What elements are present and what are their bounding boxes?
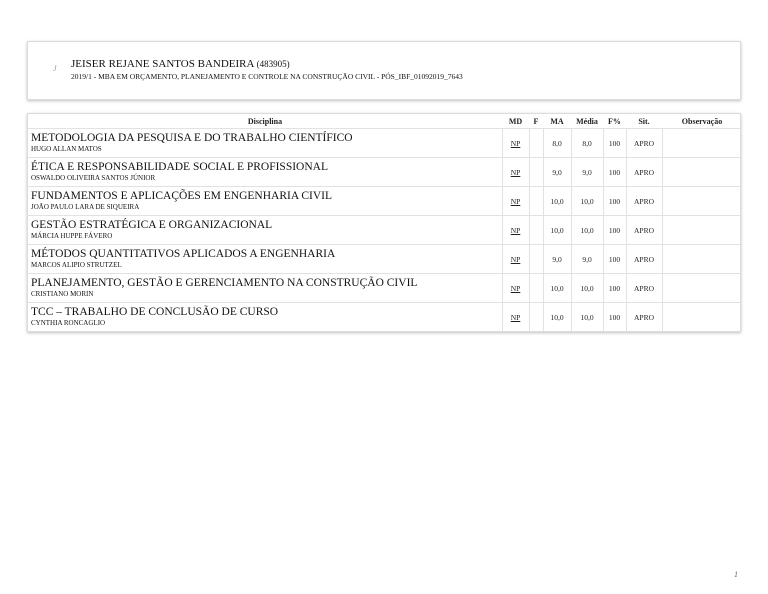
- fpct-cell: 100: [603, 303, 626, 332]
- discipline-cell: [28, 274, 502, 303]
- ma-cell: 8,0: [543, 129, 571, 158]
- sit-cell: APRO: [626, 158, 662, 187]
- professor-name: JOÃO PAULO LARA DE SIQUEIRA: [31, 203, 140, 211]
- obs-cell: [662, 245, 742, 274]
- sit-cell: APRO: [626, 245, 662, 274]
- media-cell: 8,0: [571, 129, 603, 158]
- md-link[interactable]: NP: [510, 254, 521, 264]
- table-row: [28, 245, 742, 274]
- student-name: JEISER REJANE SANTOS BANDEIRA: [71, 58, 254, 70]
- column-header-ma: MA: [550, 116, 564, 126]
- ma-cell: 9,0: [543, 158, 571, 187]
- ma-cell: 10,0: [543, 303, 571, 332]
- md-cell: [502, 216, 529, 245]
- fpct-cell: 100: [603, 187, 626, 216]
- media-cell: 9,0: [571, 245, 603, 274]
- discipline-cell: [28, 245, 502, 274]
- sit-cell: APRO: [626, 216, 662, 245]
- course-title: 2019/1 - MBA EM ORÇAMENTO, PLANEJAMENTO E CONTROLE NA CONSTRUÇÃO CIVIL - PÓS_IBF_01092019_7643: [71, 72, 463, 81]
- md-cell: [502, 158, 529, 187]
- obs-cell: [662, 158, 742, 187]
- discipline-name: PLANEJAMENTO, GESTÃO E GERENCIAMENTO NA CONSTRUÇÃO CIVIL: [31, 277, 418, 289]
- professor-name: MARCOS ALIPIO STRUTZEL: [31, 261, 122, 269]
- md-link[interactable]: NP: [510, 196, 521, 206]
- column-header-observacao: Observação: [681, 116, 723, 126]
- page-number: 1: [734, 570, 738, 579]
- ma-cell: 10,0: [543, 187, 571, 216]
- media-cell: 9,0: [571, 158, 603, 187]
- sit-cell: APRO: [626, 274, 662, 303]
- obs-cell: [662, 303, 742, 332]
- fpct-cell: 100: [603, 158, 626, 187]
- table-row: [28, 187, 742, 216]
- column-header-media: Média: [576, 116, 598, 126]
- student-info: [71, 58, 290, 70]
- ma-cell: 10,0: [543, 274, 571, 303]
- md-link[interactable]: NP: [510, 138, 521, 148]
- professor-name: HUGO ALLAN MATOS: [31, 145, 102, 153]
- f-cell: [529, 129, 543, 158]
- discipline-name: TCC – TRABALHO DE CONCLUSÃO DE CURSO: [31, 306, 279, 318]
- sit-cell: APRO: [626, 187, 662, 216]
- column-header-disciplina: Disciplina: [247, 116, 283, 126]
- discipline-name: FUNDAMENTOS E APLICAÇÕES EM ENGENHARIA CIVIL: [31, 190, 333, 202]
- md-cell: [502, 129, 529, 158]
- md-link[interactable]: NP: [510, 167, 521, 177]
- f-cell: [529, 303, 543, 332]
- table-header-row: [28, 114, 742, 129]
- md-cell: [502, 187, 529, 216]
- f-cell: [529, 216, 543, 245]
- discipline-cell: [28, 303, 502, 332]
- student-code: (483905): [256, 59, 290, 69]
- media-cell: 10,0: [571, 216, 603, 245]
- column-header-f: F: [533, 116, 539, 126]
- table-row: [28, 274, 742, 303]
- obs-cell: [662, 187, 742, 216]
- discipline-cell: [28, 129, 502, 158]
- table-row: [28, 303, 742, 332]
- student-header-card: [27, 41, 741, 100]
- ma-cell: 10,0: [543, 216, 571, 245]
- discipline-cell: [28, 187, 502, 216]
- discipline-cell: [28, 216, 502, 245]
- discipline-name: METODOLOGIA DA PESQUISA E DO TRABALHO CIENTÍFICO: [31, 132, 353, 144]
- professor-name: MÁRCIA HUPPE FÁVERO: [31, 232, 113, 240]
- f-cell: [529, 187, 543, 216]
- f-cell: [529, 158, 543, 187]
- md-cell: [502, 245, 529, 274]
- md-link[interactable]: NP: [510, 312, 521, 322]
- obs-cell: [662, 274, 742, 303]
- column-header-sit: Sit.: [638, 116, 650, 126]
- fpct-cell: 100: [603, 245, 626, 274]
- professor-name: CYNTHIA RONCAGLIO: [31, 319, 106, 327]
- ma-cell: 9,0: [543, 245, 571, 274]
- discipline-name: ÉTICA E RESPONSABILIDADE SOCIAL E PROFISSIONAL: [31, 161, 328, 173]
- media-cell: 10,0: [571, 187, 603, 216]
- grades-table: [28, 114, 742, 331]
- obs-cell: [662, 129, 742, 158]
- fpct-cell: 100: [603, 129, 626, 158]
- professor-name: OSWALDO OLIVEIRA SANTOS JÚNIOR: [31, 174, 156, 182]
- column-header-md: MD: [508, 116, 523, 126]
- sit-cell: APRO: [626, 129, 662, 158]
- sit-cell: APRO: [626, 303, 662, 332]
- table-row: [28, 129, 742, 158]
- media-cell: 10,0: [571, 303, 603, 332]
- media-cell: 10,0: [571, 274, 603, 303]
- md-cell: [502, 303, 529, 332]
- professor-name: CRISTIANO MORIN: [31, 290, 94, 298]
- fpct-cell: 100: [603, 274, 626, 303]
- discipline-cell: [28, 158, 502, 187]
- table-row: [28, 216, 742, 245]
- md-cell: [502, 274, 529, 303]
- discipline-name: MÉTODOS QUANTITATIVOS APLICADOS A ENGENHARIA: [31, 248, 336, 260]
- discipline-name: GESTÃO ESTRATÉGICA E ORGANIZACIONAL: [31, 219, 273, 231]
- md-link[interactable]: NP: [510, 283, 521, 293]
- f-cell: [529, 245, 543, 274]
- column-header-fpct: F%: [608, 116, 621, 126]
- table-row: [28, 158, 742, 187]
- obs-cell: [662, 216, 742, 245]
- fpct-cell: 100: [603, 216, 626, 245]
- f-cell: [529, 274, 543, 303]
- header-marker: J: [53, 64, 57, 73]
- grades-table-card: [27, 113, 741, 332]
- md-link[interactable]: NP: [510, 225, 521, 235]
